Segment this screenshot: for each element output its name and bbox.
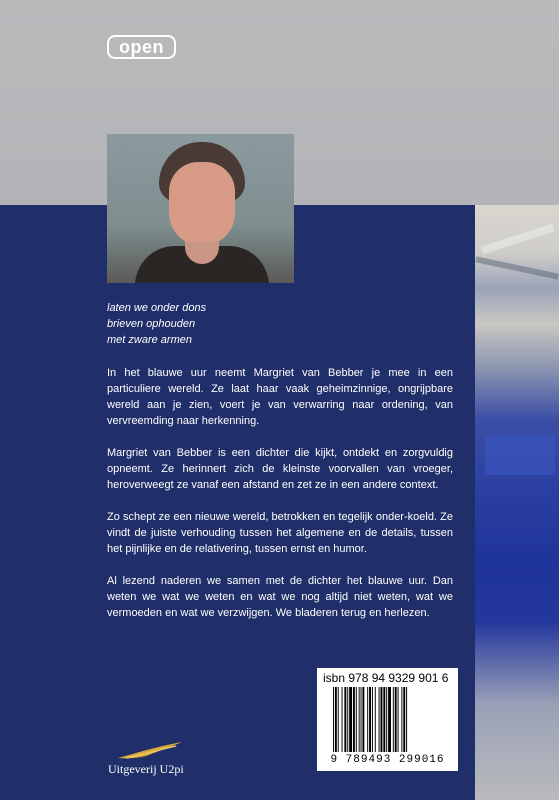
back-cover-blurb	[107, 365, 453, 637]
blurb-paragraph: In het blauwe uur neemt Margriet van Bebber je mee in een particuliere wereld. Ze laat haar vaak geheimzinnige, ongrijpbare wereld aan je zien, voert je van verwarring naar ordening, van vervreemding naar herkenning.	[107, 367, 453, 427]
paint-streak	[481, 224, 555, 255]
blurb-paragraph: Margriet van Bebber is een dichter die kijkt, ontdekt en zorgvuldig opneemt. Ze herinnert zich de kleinste voorvallen van vroeger, heroverweegt ze vanaf een afstand en zet ze in een andere context.	[107, 447, 453, 491]
isbn-barcode-box	[317, 668, 458, 771]
barcode-icon	[333, 687, 451, 752]
painting-strip	[475, 205, 559, 800]
poem-line: brieven ophouden	[107, 318, 196, 330]
publisher-logo	[108, 740, 218, 780]
open-logo: open	[107, 35, 176, 59]
poem-excerpt	[107, 300, 357, 348]
paint-streak	[485, 435, 555, 475]
isbn-label: isbn 978 94 9329 901 6	[323, 671, 449, 685]
publisher-name: Uitgeverij U2pi	[108, 762, 184, 776]
wing-logo-icon	[116, 740, 186, 760]
author-photo	[107, 134, 294, 283]
poem-line: met zware armen	[107, 334, 192, 346]
author-face	[169, 162, 235, 246]
blurb-paragraph: Zo schept ze een nieuwe wereld, betrokken en tegelijk onder-koeld. Ze vindt de juiste verhouding tussen het algemene en de details, tussen het pijnlijke en de relativering, tussen ernst en humor.	[107, 511, 453, 555]
blurb-paragraph: Al lezend naderen we samen met de dichter het blauwe uur. Dan weten we wat we weten en wat we nog altijd niet weten, wat we vermoeden en wat we verzwijgen. We bladeren terug en herlezen.	[107, 575, 453, 619]
isbn-digits: 9 789493 299016	[330, 754, 445, 766]
poem-line: laten we onder dons	[107, 302, 207, 314]
paint-streak	[475, 256, 558, 279]
